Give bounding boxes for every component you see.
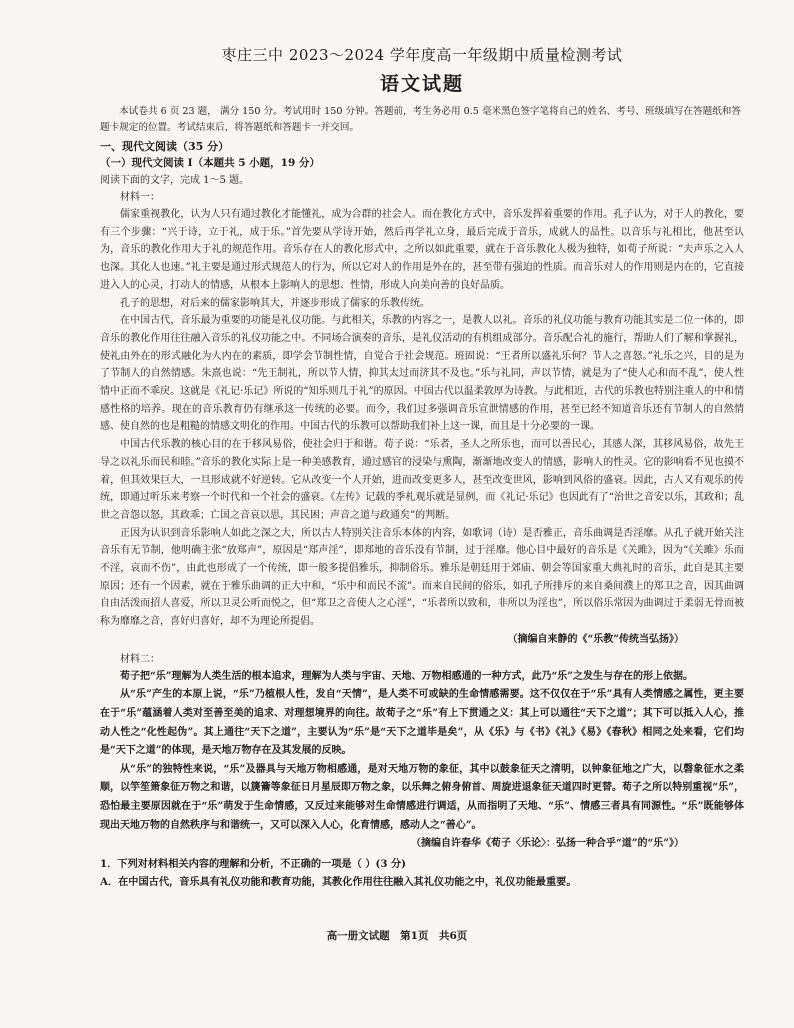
subsection-title: （一）现代文阅读 I（本题共 5 小题，19 分） [100, 157, 320, 169]
source-citation: （摘编自来静的《“乐教”传统当弘扬》） [507, 633, 684, 645]
paragraph: 中国古代乐教的核心目的在于移风易俗，使社会归于和谐。荀子说：“乐者，圣人之所乐也，而可以善民心，其感人深，其移风易俗，故先王导之以礼乐而民和睦。”音乐的教化实际上是一种美感教育，通过感官的浸染与熏陶，渐渐地改变人的情感，影响人的性灵。它的影响看不见也摸不着，但其效果巨大，一旦形成就不好逆转。它从改变一个人开始，进而改变更多人，甚至改变世风，影响到风俗的盛衰。因此，古人又有观乐的传统，即通过听乐来考察一个时代和一个社会的盛衰。《左传》记载的季札观乐就是显例，而《礼记·乐记》也因此有了“治世之音安以乐，其政和；乱世之音怨以怒，其政乖；亡国之音哀以思，其民困；声音之道与政通矣”的判断。 [100, 439, 744, 521]
subject-title: 语文试题 [379, 73, 464, 95]
question-option-a: A．在中国古代，音乐具有礼仪功能和教育功能，其教化作用往往融入其礼仪功能之中，礼仪功能最重要。 [100, 876, 577, 889]
material-one [100, 189, 744, 649]
page-footer: 高一册文试题 第1页 共6页 [326, 930, 468, 942]
paragraph: 在中国古代，音乐最为重要的功能是礼仪功能。与此相关，乐教的内容之一，是教人以礼。音乐的礼仪功能与教育功能其实是二位一体的，即音乐的教化作用往往融入音乐的礼仪功能之中。不同场合演奏的音乐，是礼仪活动的有机组成部分。音乐配合礼的施行，帮助人们了解和掌握礼，使礼由外在的形式融化为人内在的素质，即学会节制性情，自觉合于社会规范。班固说：“王者所以盛礼乐何？节人之喜怒。”礼乐之兴，目的是为了节制人的自然情感。朱熹也说：“先王制礼，所以节人情，抑其太过而济其不及也。”乐与礼同，声以节情，就是为了“使人心和而不乱”，使人性情中正而不乖戾。这就是《礼记·乐记》所说的“知乐则几于礼”的原因。中国古代以温柔敦厚为诗教。与此相近，古代的乐教也特别注重人的中和情感性格的培养。现在的音乐教育仍有继承这一传统的必要。而今，我们过多强调音乐宣泄情感的作用，甚至已经不知道音乐还有节制人的自然情感、使自然的也是粗糙的情感文明化的作用。中国古代的乐教可以帮助我们补上这一课，而且是十分必要的一课。 [100, 315, 744, 433]
paragraph: 孔子的思想，对后来的儒家影响其大，并逐步形成了儒家的乐教传统。 [120, 297, 430, 309]
section-title: 一、现代文阅读（35 分） [100, 140, 230, 153]
reading-prompt: 阅读下面的文字，完成 1～5 题。 [100, 175, 250, 186]
paragraph: 从“乐”产生的本原上说，“乐”乃植根人性，发自“天情”，是人类不可或缺的生命情感需要。这不仅仅在于“乐”具有人类情感之属性，更主要在于“乐”蕴涵着人类对至善至美的追求、对理想境界的向往。故荀子之“乐”有上下贯通之义：其上可以通往“天下之道”；其下可以抵入人心，推动人性之“化性起伪”。其上通往“天下之道”，主要认为“乐”是“天下之道毕是矣”，从《乐》与《书》《礼》《易》《春秋》相同之处来看，它们均是“天下之道”的体现，是天地万物存在及其发展的反映。 [100, 689, 744, 757]
paragraph: 儒家重视教化，认为人只有通过教化才能懂礼，成为合群的社会人。而在教化方式中，音乐发挥着重要的作用。孔子认为，对于人的教化，要有三个步骤：“兴于诗，立于礼，成于乐。”首先要从学诗开始，然后再学礼立身，最后完成于音乐，成就人的品性。以音乐与礼相比，他甚至认为，音乐的教化作用大于礼的规范作用。音乐存在人的教化形式中，之所以如此重要，就在于音乐教化人极为独特，如荀子所说：“夫声乐之入人也深。其化人也速。”礼主要是通过形式规范人的行为，所以它对人的作用是外在的，甚至带有强迫的性质。而音乐对人的作用则是内在的，它直接进入人的心灵，打动人的情感，从根本上影响人的思想、性情，形成人向美向善的良好品质。 [100, 209, 744, 291]
material-two [100, 651, 744, 853]
exam-instructions: 本试卷共 6 页 23 题， 满分 150 分。考试用时 150 分钟。答题前，考生务必用 0.5 毫米黑色签字笔将自己的姓名、考号、班级填写在答题纸和答题卡规定的位置。考试结束后，将答题纸和答题卡一并交回。 [100, 106, 741, 133]
paragraph: 荀子把“乐”理解为人类生活的根本追求，理解为人类与宇宙、天地、万物相感通的一种方式，此乃“乐”之发生与存在的形上依据。 [120, 670, 694, 682]
question-stem: 1．下列对材料相关内容的理解和分析，不正确的一项是（ ）(3 分) [100, 858, 406, 871]
material-label: 材料二： [120, 653, 160, 665]
paragraph: 从“乐”的独特性来说，“乐”及器具与天地万物相感通，是对天地万物的象征，其中以鼓象征天之清明，以钟象征地之广大，以磬象征水之柔顺，以竽笙箫象征万物之和谐，以篪籥等象征日月星辰即万物之象，以乐舞之俯身俯首、周旋进退象征天道四时更替。荀子之所以特别重视“乐”，恐怕最主要原因就在于“乐”萌发于生命情感，又反过来能够对生命情感进行调适，从而指明了天地、“乐”、情感三者具有同源性。“乐”既能够体现出天地万物的自然秩序与和谐统一，又可以深入人心，化育情感，感动人之“善心”。 [100, 763, 744, 831]
source-citation: （摘编自许春华《荀子〈乐论〉：弘扬一种合乎“道”的“乐”》） [410, 838, 684, 850]
material-label: 材料一： [120, 192, 160, 203]
exam-title: 枣庄三中 2023～2024 学年度高一年级期中质量检测考试 [221, 46, 623, 64]
paragraph: 正因为认识到音乐影响人如此之深之大，所以古人特别关注音乐本体的内容，如歌词（诗）是否雅正，音乐曲调是否淫靡。从孔子就开始关注音乐有无节制，他明确主张“放郑声”，原因是“郑声淫”，即郑地的音乐没有节制，过于淫靡。他心目中最好的音乐是《关雎》，因为“《关雎》乐而不淫，哀而不伤”，由此也形成了一个传统，即一般多提倡雅乐，抑制俗乐。雅乐是朝廷用于郊庙、朝会等国家重大典礼时的音乐，此自是其主要原因；还有一个因素，就在于雅乐曲调的正大中和，“乐中和而民不流”。而来自民间的俗乐，如孔子所排斥的来自桑间濮上的郑卫之音，因其曲调自由活泼而招人喜爱，所以卫灵公听而悦之，但“郑卫之音使人之心淫”，“乐者所以致和，非所以为淫也”，所以俗乐常因为曲调过于柔弱无骨而被称为靡靡之音，喜好归喜好，却不为理论所提倡。 [100, 527, 744, 628]
